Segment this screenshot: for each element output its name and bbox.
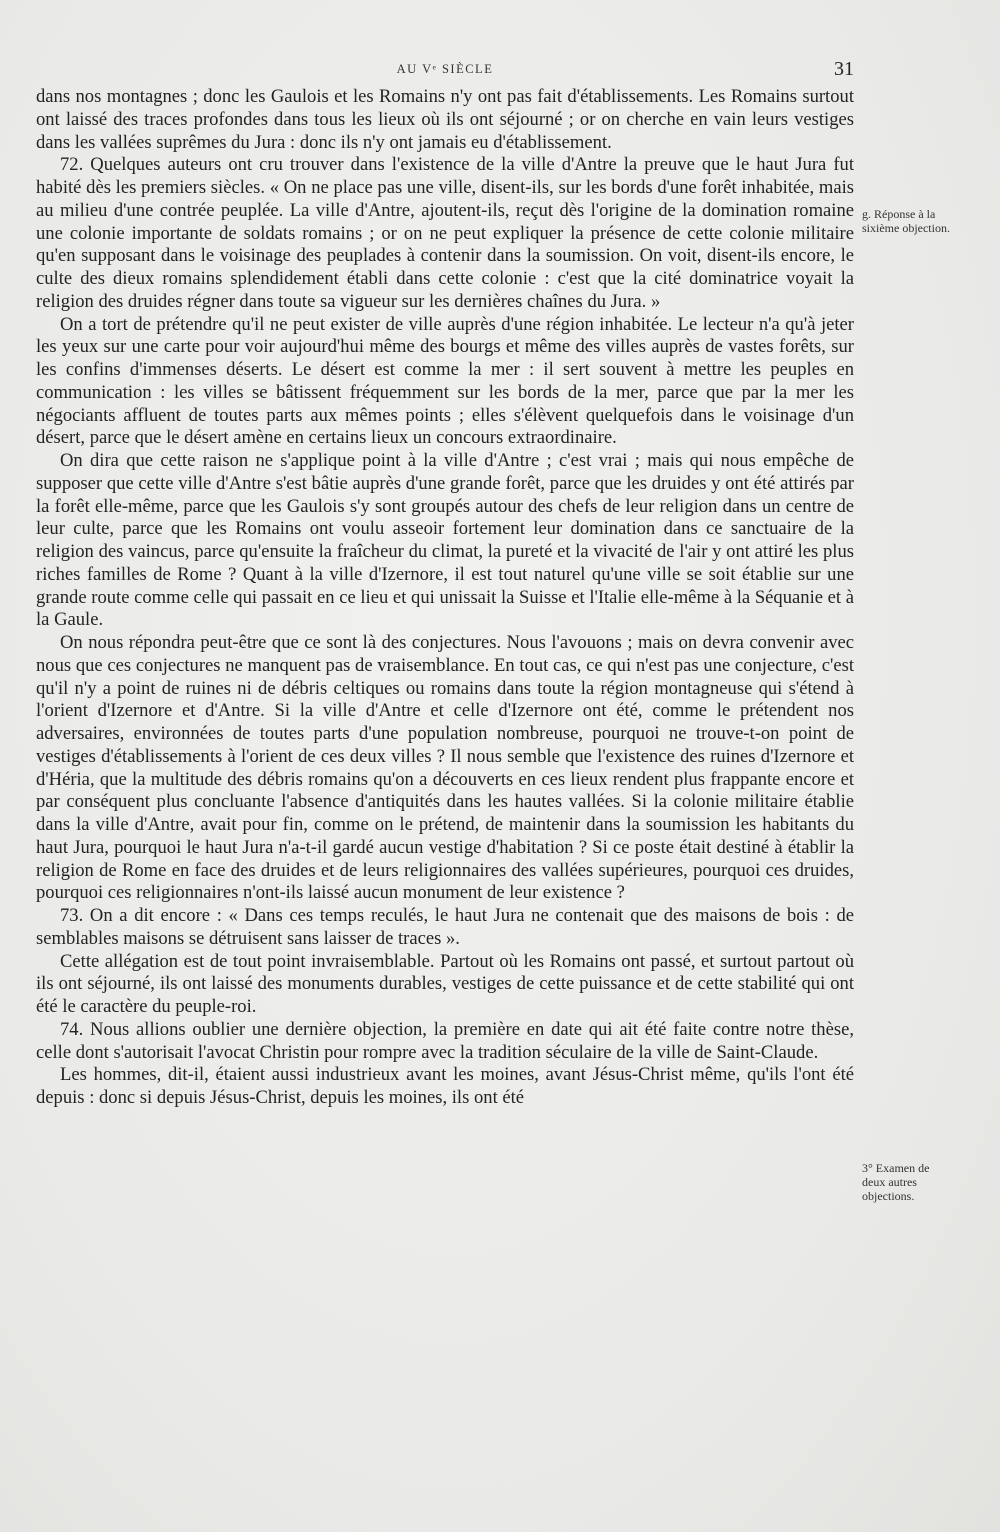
paragraph-5: On nous répondra peut-être que ce sont là des conjectures. Nous l'avouons ; mais on devra convenir avec nous que ces conjectures ne manquent pas de vraisemblance. En tout cas, ce qui n'est pas une conjecture, c'est qu'il n'y a point de ruines ni de débris celtiques ou romains dans toute la région montagneuse qui s'étend à l'orient d'Izernore et d'Antre. Si la ville d'Antre et celle d'Izernore ont été, comme le prétendent nos adversaires, environnées de toutes parts d'une population nombreuse, pourquoi ne trouve-t-on point de vestiges d'établissements à l'orient de ces deux villes ? Il nous semble que l'existence des ruines d'Izernore et d'Héria, que la multitude des débris romains qu'on a découverts en ces lieux rendent plus frappante encore et par conséquent plus concluante l'absence d'antiquités dans les hautes vallées. Si la colonie militaire établie dans la ville d'Antre, avait pour fin, comme on le prétend, de maintenir dans la soumission les habitants du haut Jura, pourquoi le haut Jura n'a-t-il gardé aucun vestige d'habitation ? Si ce poste était destiné à établir la religion de Rome en face des druides et de leurs religionnaires des vallées supérieures, pourquoi ces druides, pourquoi ces religionnaires n'ont-ils laissé aucun monument de leur existence ? (36, 632, 854, 904)
main-text (36, 86, 854, 1406)
paragraph-1: dans nos montagnes ; donc les Gaulois et les Romains n'y ont pas fait d'établissements. Les Romains surtout ont laissé des traces profondes dans tous les lieux où ils ont séjourné ; or on cherche en vain leurs vestiges dans les vallées suprêmes du Jura : donc ils n'y ont jamais eu d'établissement. (36, 86, 854, 153)
margin-note-reponse: g. Réponse à la sixième objection. (862, 207, 950, 235)
paragraph-2: 72. Quelques auteurs ont cru trouver dans l'existence de la ville d'Antre la preuve que le haut Jura fut habité dès les premiers siècles. « On ne place pas une ville, disent-ils, sur les bords d'une forêt inhabitée, mais au milieu d'une contrée peuplée. La ville d'Antre, ajoutent-ils, reçut dès l'origine de la domination romaine une colonie importante de soldats romains ; or on ne peut expliquer la présence de cette colonie militaire qu'en supposant dans le voisinage des peuplades à contenir dans la soumission. On voit, disent-ils encore, le culte des dieux romains splendidement établi dans cette colonie : c'est que la cité dominatrice voyait la religion des druides régner dans toute sa vigueur sur les dernières chaînes du Jura. » (36, 154, 854, 312)
page-number: 31 (834, 58, 854, 80)
paragraph-7: Cette allégation est de tout point invraisemblable. Partout où les Romains ont passé, et surtout partout où ils ont séjourné, ils ont laissé des monuments durables, vestiges de cette puissance et de cette stabilité qui ont été le caractère du peuple-roi. (36, 950, 854, 1017)
paragraph-4: On dira que cette raison ne s'applique point à la ville d'Antre ; c'est vrai ; mais qui nous empêche de supposer que cette ville d'Antre s'est bâtie auprès d'une grande forêt, parce que les druides y ont été attirés par la forêt elle-même, parce que les Gaulois s'y sont groupés autour des chefs de leur religion dans un centre de leur culte, parce que les Romains ont voulu asseoir fortement leur domination dans ce sanctuaire de la religion des vaincus, parce qu'ensuite la fraîcheur du climat, la pureté et la vivacité de l'air y ont attiré les plus riches familles de Rome ? Quant à la ville d'Izernore, il est tout naturel qu'une ville se soit établie sur une grande route comme celle qui passait en ce lieu et qui unissait la Suisse et l'Italie elle-même à la Séquanie et à la Gaule. (36, 450, 854, 631)
paragraph-8: 74. Nous allions oublier une dernière objection, la première en date qui ait été faite contre notre thèse, celle dont s'autorisait l'avocat Christin pour rompre avec la tradition séculaire de la ville de Saint-Claude. (36, 1018, 854, 1063)
paragraph-6: 73. On a dit encore : « Dans ces temps reculés, le haut Jura ne contenait que des maisons de bois : de semblables maisons se détruisent sans laisser de traces ». (36, 905, 854, 949)
running-head: AU Vᵉ SIÈCLE (396, 62, 494, 76)
margin-note-examen: 3° Examen de deux autres objections. (862, 1161, 930, 1203)
page-header (36, 58, 854, 84)
paragraph-3: On a tort de prétendre qu'il ne peut exister de ville auprès d'une région inhabitée. Le lecteur n'a qu'à jeter les yeux sur une carte pour voir aujourd'hui même des bourgs et même des villes auprès de vastes forêts, sur les confins d'immenses déserts. Le désert est comme la mer : il sert souvent à mettre les peuples en communication : les villes se bâtissent fréquemment sur les bords de la mer, parce que par la mer les négociants affluent de toutes parts aux mêmes points ; elles s'élèvent quelquefois dans le voisinage d'un désert, parce que le désert amène en certains lieux un concours extraordinaire. (36, 313, 854, 449)
paragraph-9: Les hommes, dit-il, étaient aussi industrieux avant les moines, avant Jésus-Christ même, qu'ils l'ont été depuis : donc si depuis Jésus-Christ, depuis les moines, ils ont été (36, 1064, 854, 1108)
